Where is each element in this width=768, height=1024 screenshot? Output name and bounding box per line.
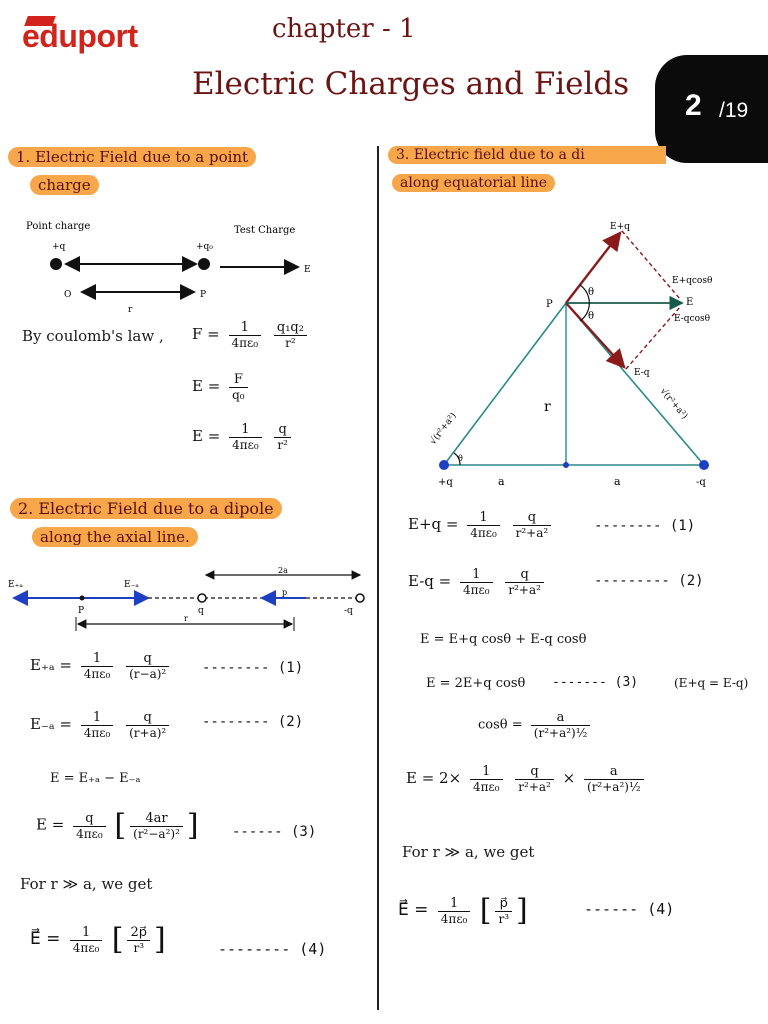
hyp-right-label: √(r²+a²) bbox=[657, 386, 690, 422]
equatorial-eq3: E = 2E+q cosθ bbox=[426, 676, 526, 691]
plus-q-label: +q bbox=[438, 477, 453, 488]
hyp-left-label: √(r²+a²) bbox=[428, 411, 459, 447]
test-charge-label: Test Charge bbox=[234, 225, 296, 236]
q0-label: +q₀ bbox=[196, 242, 213, 252]
left-side bbox=[444, 303, 566, 465]
axial-eq2: E₋ₐ = $\frac{1}{\text{4πε₀}}$ $\frac{q}{\text{(r+a)²}}$ bbox=[30, 710, 173, 740]
equatorial-eq1: E+q = $\frac{1}{\text{4πε₀}}$ $\frac{q}{\text{r²+a²}}$ bbox=[408, 510, 555, 540]
point-charge-field-equation: E = $\frac{1}{\text{4πε₀}}$ $\frac{q}{\text{r²}}$ bbox=[192, 422, 295, 452]
axial-eq1: E₊ₐ = $\frac{1}{\text{4πε₀}}$ $\frac{q}{\text{(r−a)²}}$ bbox=[30, 651, 173, 681]
equatorial-combined-eq: E = 2× $\frac{1}{\text{4πε₀}}$ $\frac{q}{\text{r²+a²}}$ × $\frac{a}{\text{(r²+a²)½}}$ bbox=[406, 764, 648, 794]
point-charge-diagram bbox=[20, 215, 360, 315]
e-plus-q-label: E+q bbox=[610, 222, 630, 232]
minus-q-label: -q bbox=[696, 477, 706, 488]
q-label: q bbox=[198, 606, 204, 616]
theta-base-label: θ bbox=[458, 454, 463, 463]
cos-theta-eq: cosθ = $\frac{a}{\text{(r²+a²)½}}$ bbox=[478, 710, 594, 740]
equatorial-eq4-tag: ------ (4) bbox=[584, 900, 675, 918]
page-total: /19 bbox=[719, 99, 749, 122]
dashed-parallelogram-lower bbox=[626, 307, 680, 369]
a-right-label: a bbox=[614, 475, 621, 488]
column-divider bbox=[377, 146, 379, 1010]
p-label: P bbox=[78, 606, 85, 616]
r-label: r bbox=[184, 614, 188, 623]
test-charge bbox=[198, 258, 210, 270]
chapter-label: chapter - 1 bbox=[272, 14, 416, 44]
theta-lower-label: θ bbox=[588, 311, 595, 322]
dashed-parallelogram-upper bbox=[622, 231, 680, 299]
page-current: 2 bbox=[685, 89, 702, 122]
charge-plus-q bbox=[439, 460, 449, 470]
eduport-logo: eduport bbox=[22, 18, 138, 54]
point-charge-label: Point charge bbox=[26, 221, 91, 232]
page-counter-badge bbox=[655, 55, 768, 163]
field-definition-equation: E = $\frac{F}{\text{q₀}}$ bbox=[192, 372, 252, 402]
e-minus-q-cos-label: E-qcosθ bbox=[674, 314, 711, 324]
axial-eq4-tag: -------- (4) bbox=[218, 940, 327, 958]
equatorial-eq3-note: (E+q = E-q) bbox=[674, 676, 749, 690]
axial-eq2-tag: -------- (2) bbox=[202, 714, 304, 730]
minus-q-label: -q bbox=[344, 606, 353, 616]
source-charge bbox=[50, 258, 62, 270]
point-p bbox=[80, 596, 85, 601]
p-label: P bbox=[200, 290, 207, 300]
axial-dipole-diagram bbox=[6, 565, 372, 645]
equatorial-sum-eq: E = E+q cosθ + E-q cosθ bbox=[420, 632, 587, 647]
r-label: r bbox=[544, 399, 551, 415]
theta-upper-label: θ bbox=[588, 287, 595, 298]
a-left-label: a bbox=[498, 475, 505, 488]
axial-eq3-tag: ------ (3) bbox=[232, 824, 317, 840]
equatorial-eq4: E⃗ = $\frac{1}{\text{4πε₀}}$ [ $\frac{p⃗}{\text{r³}}$ ] bbox=[398, 893, 528, 928]
axial-difference-eq: E = E₊ₐ − E₋ₐ bbox=[50, 771, 141, 786]
charge-minus-q bbox=[356, 594, 364, 602]
e-plus-q-label: E₊ₐ bbox=[8, 580, 23, 590]
e-minus-q-label: E₋ₐ bbox=[124, 580, 139, 590]
e-plus-q-cos-label: E+qcosθ bbox=[672, 276, 713, 286]
e-label: E bbox=[686, 297, 694, 308]
section3-heading-line1: 3. Electric field due to a di bbox=[388, 146, 666, 164]
e-label: E bbox=[304, 265, 311, 275]
p-vector-label: p bbox=[282, 588, 288, 597]
equatorial-eq3-tag: ------- (3) bbox=[552, 675, 639, 690]
p-label: P bbox=[546, 299, 553, 310]
section1-heading-line1: 1. Electric Field due to a point bbox=[8, 147, 256, 167]
axial-eq1-tag: -------- (1) bbox=[202, 660, 304, 676]
coulomb-law-text: By coulomb's law , bbox=[22, 327, 164, 345]
2a-label: 2a bbox=[278, 566, 288, 575]
coulomb-force-equation: F = $\frac{1}{\text{4πε₀}}$ $\frac{\text{q₁q₂}}{\text{r²}}$ bbox=[192, 320, 311, 350]
midpoint bbox=[563, 462, 569, 468]
charge-plus-q bbox=[198, 594, 206, 602]
axial-approx-text: For r ≫ a, we get bbox=[20, 875, 153, 893]
e-minus-q-vector bbox=[566, 303, 624, 367]
section3-heading-line2: along equatorial line bbox=[392, 174, 555, 192]
section2-heading-line1: 2. Electric Field due to a dipole bbox=[10, 498, 282, 519]
equatorial-eq2-tag: --------- (2) bbox=[594, 573, 704, 589]
q-label: +q bbox=[52, 242, 66, 252]
r-label: r bbox=[128, 305, 133, 315]
o-label: O bbox=[64, 290, 72, 300]
equatorial-dipole-diagram bbox=[410, 215, 760, 495]
axial-eq3: E = $\frac{q}{\text{4πε₀}}$ [ $\frac{4ar}{\text{(r²−a²)²}}$ ] bbox=[36, 808, 199, 843]
equatorial-eq1-tag: -------- (1) bbox=[594, 518, 696, 534]
equatorial-approx-text: For r ≫ a, we get bbox=[402, 843, 535, 861]
axial-eq4: E⃗ = $\frac{1}{\text{4πε₀}}$ [ $\frac{2p⃗}{\text{r³}}$ ] bbox=[30, 922, 166, 957]
section2-heading-line2: along the axial line. bbox=[32, 527, 198, 547]
section1-heading-line2: charge bbox=[30, 175, 99, 195]
charge-minus-q bbox=[699, 460, 709, 470]
page-title: Electric Charges and Fields bbox=[192, 66, 630, 102]
e-minus-q-label: E-q bbox=[634, 368, 650, 378]
equatorial-eq2: E-q = $\frac{1}{\text{4πε₀}}$ $\frac{q}{\text{r²+a²}}$ bbox=[408, 567, 548, 597]
